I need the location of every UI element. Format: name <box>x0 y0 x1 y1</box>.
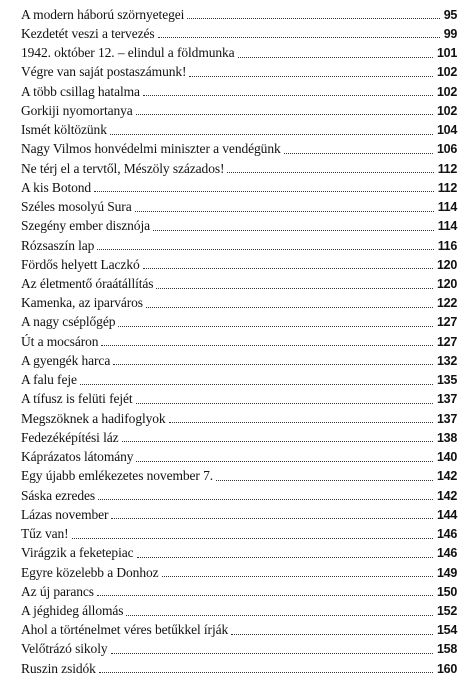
toc-entry <box>21 563 457 582</box>
dot-leader <box>126 615 433 616</box>
toc-entry-page-number: 116 <box>437 238 457 253</box>
toc-entry-page-number: 142 <box>437 469 457 484</box>
toc-entry-page-number: 137 <box>437 392 457 407</box>
toc-entry-page-number: 114 <box>437 200 457 215</box>
dot-leader <box>143 95 433 96</box>
dot-leader <box>231 634 433 635</box>
dot-leader <box>118 326 433 327</box>
toc-entry <box>21 332 457 351</box>
toc-entry-page-number: 146 <box>437 527 457 542</box>
dot-leader <box>94 191 434 192</box>
toc-entry-title: Rózsaszín lap <box>21 237 95 253</box>
dot-leader <box>135 211 434 212</box>
toc-entry-page-number: 158 <box>437 642 457 657</box>
toc-entry-title: Egy újabb emlékezetes november 7. <box>21 468 214 484</box>
toc-entry <box>21 582 457 601</box>
dot-leader <box>187 18 439 19</box>
toc-entry <box>21 621 457 640</box>
toc-entry <box>21 159 457 178</box>
toc-entry-title: Megszöknek a hadifoglyok <box>21 410 166 426</box>
toc-entry <box>21 390 457 409</box>
toc-entry-title: Velőtrázó sikoly <box>21 641 108 657</box>
toc-entry-title: A kis Botond <box>21 179 92 195</box>
dot-leader <box>98 499 433 500</box>
dot-leader <box>143 268 433 269</box>
toc-entry-page-number: 160 <box>437 661 457 676</box>
toc-entry <box>21 24 457 43</box>
toc-entry-page-number: 104 <box>437 123 457 138</box>
toc-entry-title: Ne térj el a tervtől, Mészöly százados! <box>21 160 225 176</box>
toc-entry-page-number: 102 <box>437 103 457 118</box>
toc-entry-page-number: 112 <box>437 161 457 176</box>
toc-entry-page-number: 120 <box>437 277 457 292</box>
table-of-contents <box>21 5 457 678</box>
toc-entry-title: A falu feje <box>21 372 77 388</box>
dot-leader <box>162 576 434 577</box>
toc-entry-title: A tífusz is felüti fejét <box>21 391 133 407</box>
toc-entry-title: Ruszin zsidók <box>21 660 96 676</box>
toc-entry <box>21 294 457 313</box>
toc-entry-title: A modern háború szörnyetegei <box>21 6 185 22</box>
toc-entry-title: A nagy cséplőgép <box>21 314 116 330</box>
toc-entry <box>21 63 457 82</box>
toc-entry <box>21 43 457 62</box>
toc-entry <box>21 524 457 543</box>
toc-entry-title: A gyengék harca <box>21 352 111 368</box>
dot-leader <box>111 653 434 654</box>
toc-entry-title: Szegény ember disznója <box>21 218 151 234</box>
toc-entry <box>21 370 457 389</box>
dot-leader <box>136 403 433 404</box>
dot-leader <box>238 57 433 58</box>
dot-leader <box>97 249 433 250</box>
toc-entry-page-number: 146 <box>437 546 457 561</box>
toc-entry-title: Gorkiji nyomortanya <box>21 102 133 118</box>
dot-leader <box>158 37 440 38</box>
toc-entry <box>21 467 457 486</box>
dot-leader <box>111 518 433 519</box>
toc-entry <box>21 409 457 428</box>
toc-entry <box>21 236 457 255</box>
toc-entry-page-number: 127 <box>437 315 457 330</box>
toc-entry <box>21 640 457 659</box>
toc-entry-page-number: 150 <box>437 584 457 599</box>
toc-entry-page-number: 132 <box>437 353 457 368</box>
toc-entry-title: Egyre közelebb a Donhoz <box>21 564 159 580</box>
toc-entry <box>21 544 457 563</box>
toc-entry-title: Virágzik a feketepiac <box>21 545 134 561</box>
toc-entry-page-number: 127 <box>437 334 457 349</box>
toc-entry <box>21 101 457 120</box>
toc-entry-page-number: 95 <box>443 7 457 22</box>
toc-entry-page-number: 142 <box>437 488 457 503</box>
toc-entry-title: A jéghideg állomás <box>21 603 124 618</box>
toc-entry-page-number: 140 <box>437 450 457 465</box>
toc-entry <box>21 351 457 370</box>
toc-entry-page-number: 102 <box>437 65 457 80</box>
toc-entry-title: Ahol a történelmet véres betűkkel írják <box>21 622 229 638</box>
toc-entry-page-number: 120 <box>437 257 457 272</box>
toc-entry <box>21 82 457 101</box>
toc-entry-page-number: 152 <box>437 604 457 618</box>
dot-leader <box>284 153 433 154</box>
toc-entry <box>21 255 457 274</box>
toc-entry <box>21 505 457 524</box>
toc-entry-page-number: 102 <box>437 84 457 99</box>
toc-entry-title: Az életmentő óraátállítás <box>21 276 154 292</box>
toc-entry <box>21 313 457 332</box>
toc-entry <box>21 5 457 24</box>
toc-entry <box>21 217 457 236</box>
dot-leader <box>189 76 433 77</box>
toc-entry-title: Nagy Vilmos honvédelmi miniszter a vendégünk <box>21 141 281 157</box>
dot-leader <box>101 345 433 346</box>
toc-entry <box>21 178 457 197</box>
dot-leader <box>169 422 433 423</box>
toc-entry-title: Széles mosolyú Sura <box>21 199 132 215</box>
toc-entry-title: Fördős helyett Laczkó <box>21 256 140 272</box>
toc-entry-title: Ismét költözünk <box>21 122 107 138</box>
dot-leader <box>72 538 433 539</box>
dot-leader <box>137 557 434 558</box>
dot-leader <box>136 461 433 462</box>
toc-entry-page-number: 144 <box>437 507 457 522</box>
toc-entry <box>21 447 457 466</box>
toc-entry-page-number: 99 <box>443 26 457 41</box>
toc-entry-page-number: 154 <box>437 623 457 638</box>
toc-entry <box>21 197 457 216</box>
toc-entry-page-number: 106 <box>437 142 457 157</box>
toc-entry-page-number: 114 <box>437 219 457 234</box>
toc-entry-title: Út a mocsáron <box>21 333 99 349</box>
dot-leader <box>80 384 433 385</box>
dot-leader <box>227 172 433 173</box>
toc-entry-page-number: 101 <box>437 46 457 61</box>
dot-leader <box>156 288 433 289</box>
toc-entry-title: Az új parancs <box>21 583 94 599</box>
toc-entry-page-number: 135 <box>437 373 457 388</box>
dot-leader <box>113 364 433 365</box>
dot-leader <box>99 672 433 673</box>
toc-entry-title: 1942. október 12. – elindul a földmunka <box>21 45 235 61</box>
dot-leader <box>146 307 433 308</box>
dot-leader <box>153 230 434 231</box>
toc-entry <box>21 601 457 620</box>
toc-entry-title: Káprázatos látomány <box>21 449 134 465</box>
dot-leader <box>97 595 433 596</box>
dot-leader <box>110 134 433 135</box>
dot-leader <box>122 441 434 442</box>
toc-entry-page-number: 149 <box>437 565 457 580</box>
toc-entry-title: Kamenka, az iparváros <box>21 295 143 311</box>
toc-entry <box>21 659 457 678</box>
toc-entry <box>21 486 457 505</box>
toc-entry-title: Lázas november <box>21 506 109 522</box>
dot-leader <box>136 114 433 115</box>
toc-entry-title: A több csillag hatalma <box>21 83 140 99</box>
toc-entry <box>21 274 457 293</box>
toc-entry-title: Fedezéképítési láz <box>21 429 119 445</box>
toc-entry-page-number: 112 <box>437 180 457 195</box>
toc-entry-page-number: 138 <box>437 430 457 445</box>
toc-entry-page-number: 122 <box>437 296 457 311</box>
toc-entry-page-number: 137 <box>437 411 457 426</box>
dot-leader <box>216 480 433 481</box>
toc-entry-title: Kezdetét veszi a tervezés <box>21 25 155 41</box>
toc-entry <box>21 140 457 159</box>
toc-entry <box>21 428 457 447</box>
toc-entry <box>21 120 457 139</box>
toc-entry-title: Sáska ezredes <box>21 487 96 503</box>
toc-entry-title: Tűz van! <box>21 526 69 542</box>
toc-entry-title: Végre van saját postaszámunk! <box>21 64 187 80</box>
